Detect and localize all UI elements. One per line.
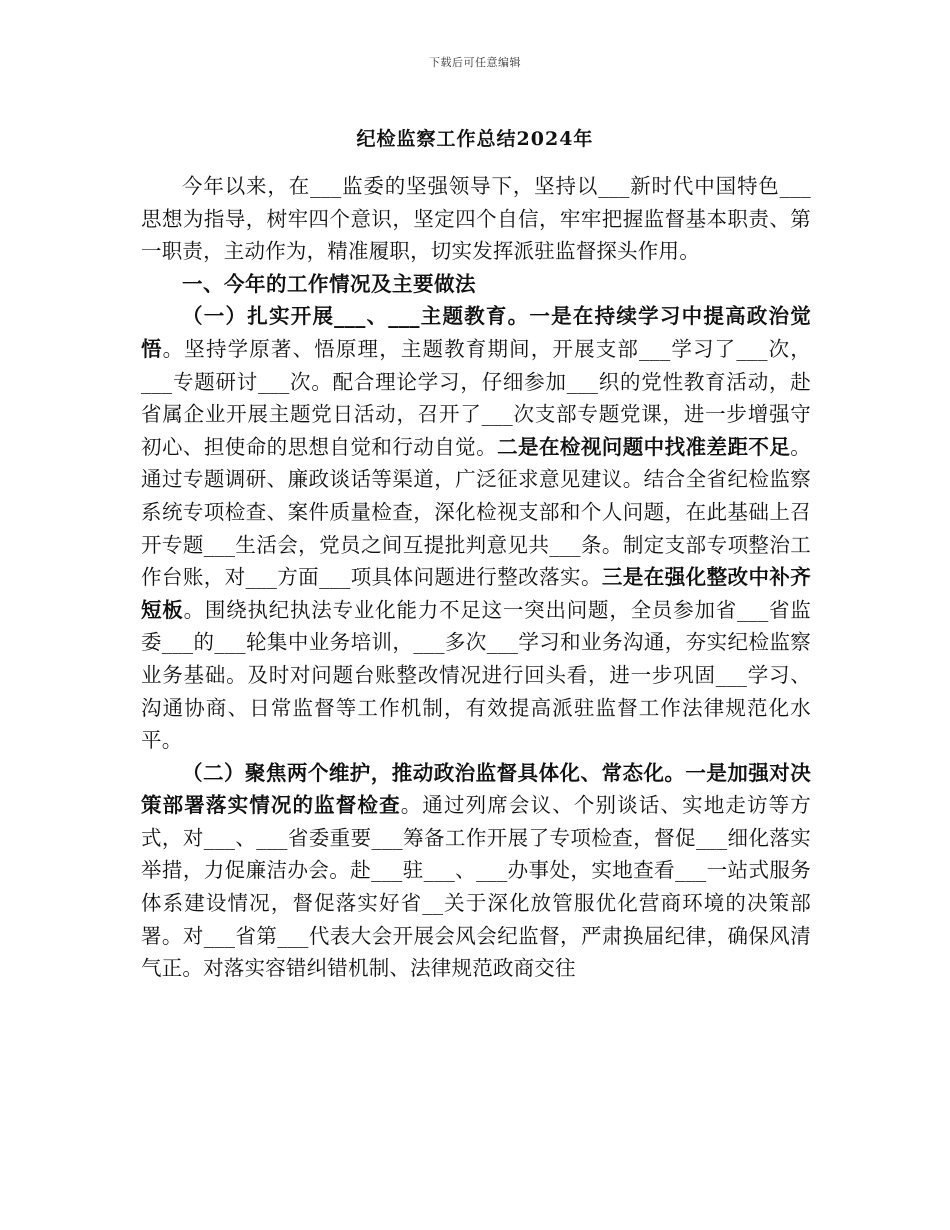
paragraph-1-point1-text: 。坚持学原著、悟原理，主题教育期间，开展支部___学习了___次，___专题研讨___次。配合理论学习，仔细参加___织的党性教育活动，赴省属企业开展主题党日活动，召开了___次支部专题党课，进一步增强守初心、担使命的思想自觉和行动自觉。 — [141, 336, 811, 459]
paragraph-1-point2-text: 。通过专题调研、廉政谈话等渠道，广泛征求意见建议。结合全省纪检监察系统专项检查、案件质量检查，深化检视支部和个人问题，在此基础上召开专题___生活会，党员之间互提批判意见共___条。制定支部专项整治工作台账，对___方面___项具体问题进行整改落实。 — [141, 434, 811, 590]
document-title: 纪检监察工作总结2024年 — [356, 128, 594, 150]
page-header-note: 下载后可任意编辑 — [429, 56, 521, 69]
document-body — [141, 170, 811, 985]
paragraph-2-point1-text: 。通过列席会议、个别谈话、实地走访等方式，对___、___省委重要___筹备工作开展了专项检查，督促___细化落实举措，力促廉洁办会。赴___驻___、___办事处，实地查看___一站式服务体系建设情况，督促落实好省__关于深化放管服优化营商环境的决策部署。对___省第___代表大会开展会风会纪监督，严肃换届纪律，确保风清气正。对落实容错纠错机制、法律规范政商交往 — [141, 793, 811, 981]
paragraph-1-point2-title: 二是在检视问题中找准差距不足 — [497, 434, 791, 459]
paragraph-1-point3-text: 。围绕执纪执法专业化能力不足这一突出问题，全员参加省___省监委___的___轮集中业务培训，___多次___学习和业务沟通，夯实纪检监察业务基础。及时对问题台账整改情况进行回头看，进一步巩固___学习、沟通协商、日常监督等工作机制，有效提高派驻监督工作法律规范化水平。 — [141, 597, 811, 753]
paragraph-2 — [141, 757, 811, 985]
paragraph-2-point1-title: 一是加强对决策部署落实情况的监督检查 — [141, 760, 811, 818]
paragraph-2-lead: （二）聚焦两个维护，推动政治监督具体化、常态化。 — [182, 760, 686, 785]
paragraph-1 — [141, 300, 811, 756]
paragraph-1-point3-title: 三是在强化整改中补齐短板 — [141, 565, 812, 622]
paragraph-1-point1-title: 一是在持续学习中提高政治觉悟 — [141, 304, 811, 361]
paragraph-1-lead: （一）扎实开展___、___主题教育。 — [182, 304, 530, 329]
section-heading: 一、今年的工作情况及主要做法 — [182, 271, 476, 296]
intro-paragraph: 今年以来，在___监委的坚强领导下，坚持以___新时代中国特色___思想为指导，树牢四个意识，坚定四个自信，牢牢把握监督基本职责、第一职责，主动作为，精准履职，切实发挥派驻监督探头作用。 — [141, 174, 811, 264]
